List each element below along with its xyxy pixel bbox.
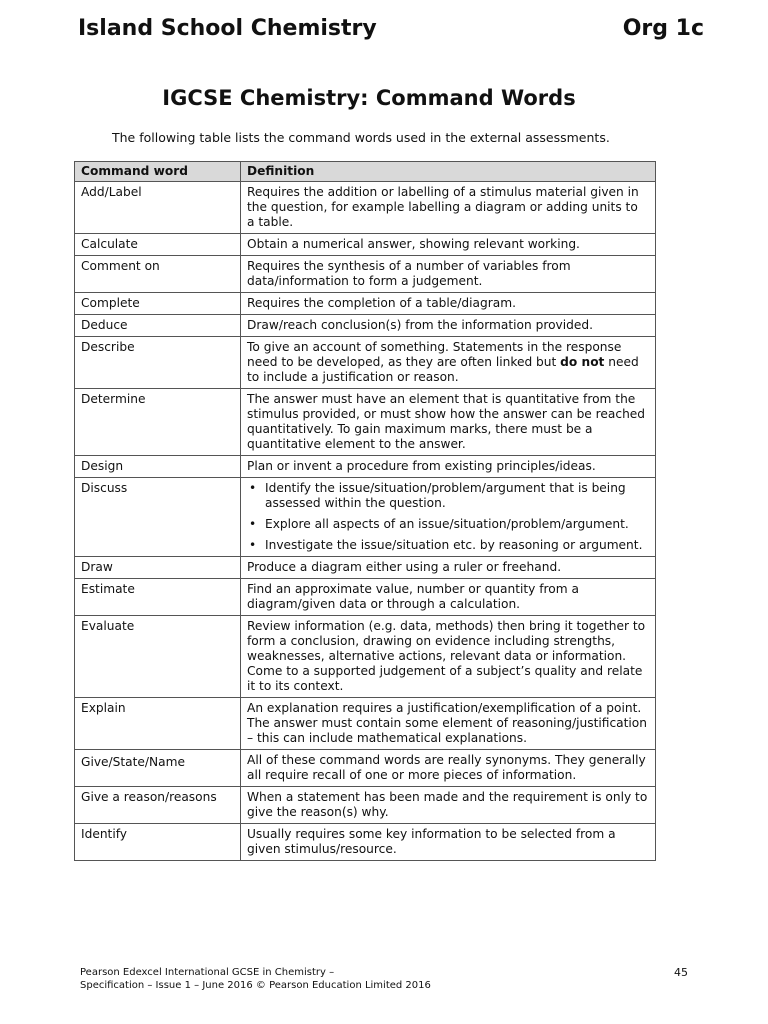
definition-cell: An explanation requires a justification/exemplification of a point. The answer must contain some element of reasoning/justification – this can include mathematical explanations. [241, 698, 656, 750]
definition-cell: Usually requires some key information to be selected from a given stimulus/resource. [241, 824, 656, 861]
footer-line-1: Pearson Edexcel International GCSE in Chemistry – [80, 967, 335, 978]
table-row [75, 234, 656, 256]
definition-cell: Review information (e.g. data, methods) then bring it together to form a conclusion, drawing on evidence including strengths, weaknesses, alternative actions, relevant data or information. Come to a supported judgement of a subject’s quality and relate it to its context. [241, 616, 656, 698]
definition-cell [241, 478, 656, 557]
definition-cell: The answer must have an element that is quantitative from the stimulus provided, or must show how the answer can be reached quantitatively. To gain maximum marks, there must be a quantitative element to the answer. [241, 389, 656, 456]
table-row [75, 787, 656, 824]
definition-cell: Produce a diagram either using a ruler or freehand. [241, 557, 656, 579]
definition-cell: Find an approximate value, number or quantity from a diagram/given data or through a calculation. [241, 579, 656, 616]
column-header-definition: Definition [241, 162, 656, 182]
bullet-item: • Explore all aspects of an issue/situation/problem/argument. [265, 517, 649, 532]
definition-text: need to include a justification or reason. [247, 355, 639, 384]
table-row [75, 579, 656, 616]
command-word-cell: Complete [75, 293, 241, 315]
table-row [75, 478, 656, 557]
command-word-cell: Determine [75, 389, 241, 456]
command-word-cell: Design [75, 456, 241, 478]
command-word-cell: Discuss [75, 478, 241, 557]
command-word-cell: Calculate [75, 234, 241, 256]
command-word-cell: Draw [75, 557, 241, 579]
command-words-table [74, 161, 656, 861]
command-word-cell: Add/Label [75, 182, 241, 234]
document-header [78, 16, 704, 41]
definition-cell: When a statement has been made and the requirement is only to give the reason(s) why. [241, 787, 656, 824]
definition-cell: Requires the synthesis of a number of variables from data/information to form a judgement. [241, 256, 656, 293]
table-row [75, 456, 656, 478]
page-number: 45 [674, 966, 688, 979]
definition-text: To give an account of something. Statements in the response need to be developed, as they are often linked but [247, 340, 622, 369]
definition-cell: Draw/reach conclusion(s) from the information provided. [241, 315, 656, 337]
command-word-cell: Identify [75, 824, 241, 861]
table-row [75, 824, 656, 861]
page-title: IGCSE Chemistry: Command Words [162, 86, 576, 110]
column-header-command-word: Command word [75, 162, 241, 182]
intro-text: The following table lists the command words used in the external assessments. [112, 130, 610, 145]
table-row [75, 557, 656, 579]
school-name: Island School Chemistry [78, 16, 377, 41]
table-header-row [75, 162, 656, 182]
table-row [75, 389, 656, 456]
definition-cell: Requires the completion of a table/diagram. [241, 293, 656, 315]
command-word-cell: Evaluate [75, 616, 241, 698]
command-word-cell: Give a reason/reasons [75, 787, 241, 824]
command-word-cell: Estimate [75, 579, 241, 616]
bullet-item: • Investigate the issue/situation etc. by reasoning or argument. [265, 538, 649, 553]
definition-cell: Requires the addition or labelling of a stimulus material given in the question, for example labelling a diagram or adding units to a table. [241, 182, 656, 234]
definition-cell: All of these command words are really synonyms. They generally all require recall of one or more pieces of information. [241, 750, 656, 787]
table-row [75, 182, 656, 234]
definition-cell [241, 337, 656, 389]
table-row [75, 256, 656, 293]
command-word-cell: Explain [75, 698, 241, 750]
document-code: Org 1c [622, 16, 704, 41]
table-row [75, 698, 656, 750]
command-word-cell: Comment on [75, 256, 241, 293]
table-row [75, 337, 656, 389]
command-word-cell: Deduce [75, 315, 241, 337]
bullet-item: • Identify the issue/situation/problem/argument that is being assessed within the question. [265, 481, 649, 511]
definition-cell: Obtain a numerical answer, showing relevant working. [241, 234, 656, 256]
footer-line-2: Specification – Issue 1 – June 2016 © Pearson Education Limited 2016 [80, 980, 431, 991]
table-row [75, 293, 656, 315]
command-word-cell: Give/State/Name [75, 750, 241, 787]
command-word-cell: Describe [75, 337, 241, 389]
table-row [75, 616, 656, 698]
table-row [75, 315, 656, 337]
definition-emphasis: do not [560, 355, 605, 369]
table-row [75, 750, 656, 787]
definition-bullet-list [247, 481, 649, 553]
definition-cell: Plan or invent a procedure from existing principles/ideas. [241, 456, 656, 478]
